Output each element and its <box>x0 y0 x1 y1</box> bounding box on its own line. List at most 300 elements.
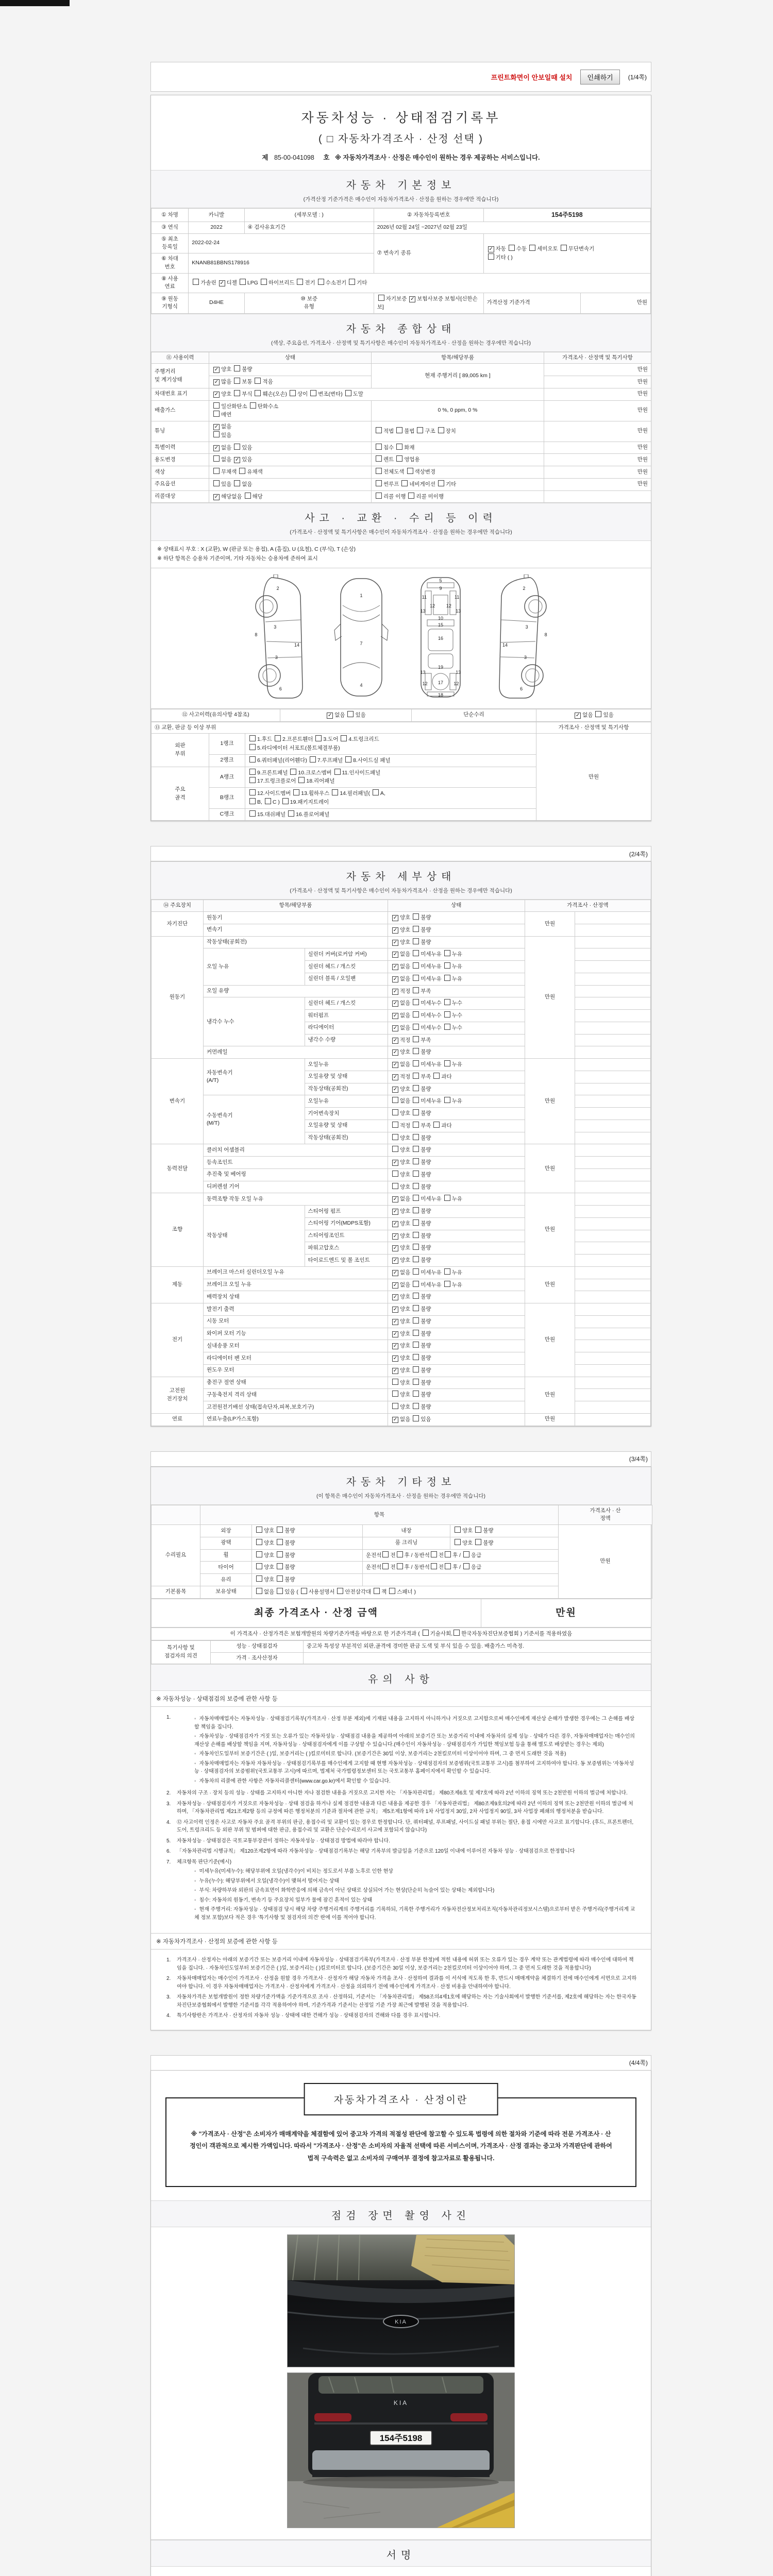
table-cell: 가격조사 · 산정액 및 특기사항 <box>544 352 651 364</box>
car-panel-diagrams <box>151 568 651 709</box>
table-cell: ✓ 양호 불량 <box>388 1315 525 1328</box>
checkbox-unchecked-icon <box>265 798 271 804</box>
table-cell: 양호 불량 <box>388 1144 525 1157</box>
page-strip-4 <box>150 2055 651 2070</box>
table-cell <box>575 1193 651 1206</box>
checkbox-unchecked-icon <box>413 1158 419 1164</box>
panel-number-label: 13 <box>420 608 426 614</box>
table-cell: ✓ 양호 불량 <box>209 364 372 376</box>
table-cell: ⑩ 보증 유형 <box>244 293 374 314</box>
checkbox-unchecked-icon <box>334 769 341 775</box>
price-basis-row <box>151 1628 651 1640</box>
table-row <box>152 734 651 755</box>
table-cell: 없음 있음 ( 사용설명서 안전삼각대 잭 스패너 ) <box>252 1586 559 1598</box>
section-subtitle: (가격산정 기준가격은 매수인이 자동차가격조사 · 산정을 원하는 경우에만 적습니다) <box>303 196 499 202</box>
table-cell: 만원 <box>544 442 651 454</box>
checkbox-unchecked-icon <box>413 1256 419 1262</box>
checkbox-checked-icon: ✓ <box>328 712 332 718</box>
panel-number-label: 5 <box>439 578 442 584</box>
table-row <box>152 1046 651 1059</box>
table-cell <box>575 1352 651 1365</box>
notice-bullet: ◦ 미세누유(미세누수): 해당부위에 오일(냉각수)이 비치는 정도로서 부품 노후로 인한 현상 <box>194 1868 637 1876</box>
table-cell: ✓ 양호 불량 <box>388 924 525 936</box>
checkbox-unchecked-icon <box>433 1122 440 1128</box>
table-cell: ⑬ 교환, 판금 등 이상 부위 <box>152 722 536 734</box>
notice-bullet: ◦ 현재 주행거리: 자동차성능 · 상태점검 당시 해당 차량 주행거리계의 주행거리를 기록하되, 기록한 주행거리가 자동차전산정보처리조직(자동차관리정보시스템)으로부터 받은 주행거리(주행거리계 교체 정보 포함)보다 적은 경우 '특기사항 및 점검자의 의견' 란에 이를 적어야 합니다. <box>194 1906 637 1922</box>
notice-bullet: ◦ 자동차성능 · 상태점검자가 거짓 또는 오류가 있는 자동차성능 · 상태점검 내용을 제공하여 아래의 보증기간 또는 보증거리 이내에 자동차의 실제 성능 · 상태가 다른 경우, 자동차매매업자는 매수인의 재산상 손해를 배상할 책임을 지며, 자동차성능 · 상태점검자에게 이를 구상할 수 있습니다.(매수인이 자동차성능 · 상태점검자가 가입한 책임보험 등을 통해 별도로 배상받는 경우는 제외) <box>194 1733 637 1749</box>
notice-bullet: ◦ 자동차의 리콜에 관한 사항은 자동차리콜센터(www.car.go.kr)에서 확인할 수 있습니다. <box>194 1777 637 1786</box>
table-cell: KNANB81BBNS178916 <box>189 253 374 274</box>
page-indicator-4: (4/4쪽) <box>629 2059 648 2067</box>
table-cell: 스티어링 펌프 <box>305 1206 388 1218</box>
table-cell: 가솔린 ✓ 디젤 LPG 하이브리드 전기 수소전기 기타 <box>189 273 651 293</box>
checkbox-unchecked-icon <box>249 756 256 762</box>
checkbox-unchecked-icon <box>213 431 220 437</box>
notice-number: 2. <box>166 1976 171 1982</box>
page-2 <box>150 861 651 1426</box>
panel-number-label: 3 <box>524 654 527 660</box>
table-cell: ⑪ 사용이력 <box>152 352 209 364</box>
table-row <box>152 364 651 376</box>
page-indicator-1: (1/4쪽) <box>628 73 647 81</box>
table-cell: 2022 <box>189 222 244 233</box>
table-row <box>152 1095 651 1108</box>
table-cell: ✓ 없음 있음 <box>388 1413 525 1426</box>
table-row <box>152 1193 651 1206</box>
table-cell: ✓ 없음 미세누유 누유 <box>388 1193 525 1206</box>
checkbox-unchecked-icon <box>277 1539 283 1545</box>
checkbox-unchecked-icon <box>561 245 567 251</box>
table-cell: 고전원 전기장치 <box>152 1377 204 1413</box>
panel-number-label: 13 <box>456 670 461 675</box>
notice-number: 5. <box>166 1838 171 1844</box>
checkbox-unchecked-icon <box>293 789 299 795</box>
table-cell: 없음 미세누유 누유 <box>388 1095 525 1108</box>
table-cell <box>304 1652 651 1664</box>
notice-item <box>166 1975 637 1991</box>
table-cell: 기어변속장치 <box>305 1108 388 1120</box>
table-cell: 만원 <box>544 421 651 442</box>
table-cell: 배출가스 <box>152 400 209 421</box>
table-cell: 만원 <box>525 1303 575 1377</box>
table-cell: 만원 <box>544 376 651 388</box>
checkbox-unchecked-icon <box>378 295 384 301</box>
checkbox-unchecked-icon <box>444 999 450 1005</box>
checkbox-unchecked-icon <box>373 789 379 795</box>
checkbox-unchecked-icon <box>413 1342 419 1348</box>
checkbox-unchecked-icon <box>396 455 402 462</box>
checkbox-unchecked-icon <box>413 1305 419 1311</box>
checkbox-unchecked-icon <box>256 1539 262 1545</box>
checkbox-unchecked-icon <box>301 1588 307 1594</box>
table-cell: (세부모델 : ) <box>244 209 374 222</box>
table-cell: ✓ 양호 불량 <box>388 1083 525 1095</box>
checkbox-checked-icon: ✓ <box>393 952 398 958</box>
table-row <box>152 1291 651 1303</box>
table-row <box>152 388 651 400</box>
checkbox-checked-icon: ✓ <box>393 915 398 921</box>
table-row <box>152 1525 652 1537</box>
table-cell: 원동기 <box>203 912 388 924</box>
checkbox-unchecked-icon <box>455 1539 461 1545</box>
checkbox-unchecked-icon <box>444 1195 450 1201</box>
car-side-outline-icon <box>486 574 554 700</box>
table-cell: 가격조사 · 산정액 및 특기사항 <box>536 722 651 734</box>
checkbox-unchecked-icon <box>256 1527 262 1533</box>
table-row <box>152 1352 651 1365</box>
print-install-link[interactable]: 프린트화면이 안보일때 설치 <box>491 73 573 81</box>
kia-badge: KIA <box>395 2319 407 2326</box>
table-cell: 외장 <box>200 1525 252 1537</box>
table-row <box>152 466 651 479</box>
notice-number: 6. <box>166 1849 171 1855</box>
table-cell: 오일유량 및 상태 <box>305 1120 388 1132</box>
checkbox-unchecked-icon <box>341 735 347 741</box>
checkbox-checked-icon: ✓ <box>410 296 415 302</box>
table-cell: 오일 유량 <box>203 985 388 997</box>
table-cell: 무채색 유채색 <box>209 466 372 479</box>
table-cell: 가격산정 기준가격 <box>483 293 581 314</box>
checkbox-unchecked-icon <box>376 444 382 450</box>
table-cell: 만원 <box>525 1193 575 1267</box>
table-cell: 자동변속기 (A/T) <box>203 1059 305 1095</box>
checkbox-checked-icon: ✓ <box>214 367 219 373</box>
table-cell: 2022-02-24 <box>189 233 374 253</box>
table-cell: 만원 <box>525 1266 575 1303</box>
checkbox-unchecked-icon <box>413 938 419 944</box>
table-cell: 성능 · 상태점검자 <box>211 1640 304 1652</box>
notice-bullet: ◦ 자동차매매업자는 자동차성능 · 상태점검기록부(가격조사 · 산정 부분 제외)에 기재된 내용을 고지하지 아니하거나 거짓으로 고지함으로써 매수인에게 재산상 손해가 발생한 경우에는 그 손해를 배상할 책임을 집니다. <box>194 1715 637 1731</box>
table-row <box>152 997 651 1010</box>
checkbox-unchecked-icon <box>463 1563 469 1569</box>
table-cell: ✓ 없음 미세누유 누유 <box>388 948 525 961</box>
table-cell: 만원 <box>559 1525 652 1599</box>
checkbox-unchecked-icon <box>413 1317 419 1324</box>
table-cell: ② 자동차등록번호 <box>374 209 483 222</box>
table-cell: A랭크 <box>209 767 245 788</box>
checkbox-unchecked-icon <box>392 1403 398 1409</box>
table-cell <box>575 1083 651 1095</box>
checkbox-checked-icon: ✓ <box>393 1245 398 1251</box>
accident-history-row-table <box>151 709 651 722</box>
price-definition-title: 자동차가격조사 · 산정이란 <box>304 2083 498 2115</box>
table-cell: 냉각수 누수 <box>203 997 305 1046</box>
table-cell: 시동 모터 <box>203 1315 388 1328</box>
table-cell: 만원 <box>525 1377 575 1413</box>
panel-number-label: 9 <box>439 585 442 591</box>
print-button[interactable]: 인쇄하기 <box>580 70 619 84</box>
table-row <box>152 912 651 924</box>
checkbox-unchecked-icon <box>413 1171 419 1177</box>
signature-block <box>151 2567 651 2576</box>
table-cell <box>575 961 651 973</box>
checkbox-unchecked-icon <box>256 1588 262 1594</box>
checkbox-unchecked-icon <box>310 390 316 396</box>
table-cell: 가격조사 · 산정액 <box>525 900 650 912</box>
checkbox-unchecked-icon <box>413 1391 419 1397</box>
checkbox-unchecked-icon <box>413 1244 419 1250</box>
table-cell: 만원 <box>544 478 651 490</box>
checkbox-unchecked-icon <box>444 1097 450 1103</box>
table-cell: 양호 불량 <box>252 1549 363 1562</box>
panel-number-label: 13 <box>456 608 461 614</box>
checkbox-unchecked-icon <box>277 1551 283 1557</box>
table-row <box>152 1157 651 1169</box>
checkbox-unchecked-icon <box>392 1122 398 1128</box>
checkbox-checked-icon: ✓ <box>235 457 240 463</box>
checkbox-unchecked-icon <box>315 735 322 741</box>
table-cell: 유리 <box>200 1574 252 1586</box>
checkbox-unchecked-icon <box>413 1048 419 1054</box>
table-row <box>152 1505 652 1525</box>
table-cell: 1.후드 2.프론트휀더 3.도어 4.트렁크리드 5.라디에이터 서포트(볼트체결부품) <box>245 734 536 755</box>
notice-item <box>166 1714 637 1787</box>
checkbox-unchecked-icon <box>595 711 601 717</box>
checkbox-unchecked-icon <box>213 402 220 409</box>
table-cell: ✓ 양호 불량 <box>388 1255 525 1267</box>
table-cell: 최종 가격조사 · 산정 금액 <box>152 1599 481 1628</box>
panel-number-label: 12 <box>430 603 435 608</box>
notice-item <box>166 1848 637 1856</box>
table-cell: 차대번호 표기 <box>152 388 209 400</box>
table-row <box>152 948 651 961</box>
checkbox-unchecked-icon <box>261 279 267 285</box>
table-cell: ✓ 양호 불량 <box>388 1328 525 1340</box>
table-cell <box>575 1217 651 1230</box>
table-cell: 일산화탄소 탄화수소 매연 <box>209 400 372 421</box>
checkbox-unchecked-icon <box>389 1588 395 1594</box>
checkbox-unchecked-icon <box>444 1268 450 1275</box>
price-basis-row-table <box>151 1628 651 1640</box>
table-cell: ✓ 없음 미세누유 누유 <box>388 973 525 985</box>
checkbox-unchecked-icon <box>413 1379 419 1385</box>
checkbox-checked-icon: ✓ <box>393 1209 398 1215</box>
checkbox-unchecked-icon <box>382 1551 389 1557</box>
license-plate: 154주5198 <box>379 2433 423 2444</box>
table-cell: ③ 연식 <box>152 222 189 233</box>
table-cell: 주행거리 및 계기상태 <box>152 364 209 388</box>
notice-number: 4. <box>166 2013 171 2019</box>
table-cell: 만원 <box>544 364 651 376</box>
table-cell: ✓ 없음 있음 <box>209 421 372 442</box>
checkbox-unchecked-icon <box>444 962 450 969</box>
table-cell: ⑥ 차대 번호 <box>152 253 189 274</box>
table-cell: 타이로드엔드 및 볼 조인트 <box>305 1255 388 1267</box>
table-cell: ✓ 양호 불량 <box>388 1242 525 1255</box>
panel-rank-table <box>151 722 651 821</box>
table-cell: 양호 불량 <box>450 1525 559 1537</box>
table-cell: 가격 · 조사산정자 <box>211 1652 304 1664</box>
table-cell: 2026년 02월 24일 ~2027년 02월 23일 <box>374 222 650 233</box>
table-row <box>152 233 651 253</box>
browser-artifact-bar <box>0 0 70 6</box>
table-row <box>152 924 651 936</box>
table-cell <box>575 1168 651 1181</box>
checkbox-checked-icon: ✓ <box>393 988 398 994</box>
panel-number-label: 19 <box>438 665 444 670</box>
checkbox-unchecked-icon <box>413 975 419 981</box>
checkbox-checked-icon: ✓ <box>393 939 398 945</box>
checkbox-checked-icon: ✓ <box>393 1062 398 1068</box>
table-cell: 제동 <box>152 1266 204 1303</box>
table-row <box>152 722 651 734</box>
table-cell: D4HE <box>189 293 244 314</box>
checkbox-unchecked-icon <box>277 1527 283 1533</box>
basic-info-table-table <box>151 208 651 314</box>
checkbox-unchecked-icon <box>277 1575 283 1582</box>
checkbox-unchecked-icon <box>413 1024 419 1030</box>
checkbox-unchecked-icon <box>345 756 351 762</box>
table-cell: ⑧ 사용 연료 <box>152 273 189 293</box>
section-signature <box>151 2540 651 2567</box>
table-cell <box>575 1206 651 1218</box>
checkbox-unchecked-icon <box>288 810 294 817</box>
checkbox-checked-icon: ✓ <box>393 1294 398 1300</box>
table-row <box>152 1652 651 1664</box>
table-cell: C랭크 <box>209 808 245 821</box>
table-cell: ✓ 적정 부족 과다 <box>388 1071 525 1083</box>
table-cell: 카니발 <box>189 209 244 222</box>
checkbox-checked-icon: ✓ <box>393 1416 398 1422</box>
checkbox-unchecked-icon <box>213 468 220 474</box>
checkbox-checked-icon: ✓ <box>393 976 398 982</box>
checkbox-unchecked-icon <box>249 810 256 817</box>
checkbox-unchecked-icon <box>255 378 261 384</box>
checkbox-checked-icon: ✓ <box>393 1318 398 1325</box>
inspection-photo-front <box>287 2234 515 2367</box>
table-cell: 운전석 전 후 / 동반석 전 후 / 응급 <box>363 1562 559 1574</box>
section-etc-info <box>151 1467 651 1505</box>
table-row <box>152 1181 651 1193</box>
table-cell <box>575 1034 651 1046</box>
panel-rank-table-table <box>151 722 651 821</box>
checkbox-unchecked-icon <box>413 1330 419 1336</box>
table-cell <box>575 1413 651 1426</box>
page-strip-2 <box>150 846 651 861</box>
checkbox-unchecked-icon <box>277 1588 283 1594</box>
notice-bullet: ◦ 자동차인도일부터 보증기간은 ( )일, 보증거리는 ( )킬로미터로 합니다. (보증기간은 30일 이상, 보증거리는 2천킬로미터 이상이어야 하며, 그 중 먼저 도래한 것을 적용) <box>194 1750 637 1758</box>
page-4 <box>150 2070 651 2576</box>
checkbox-unchecked-icon <box>413 1268 419 1275</box>
checkbox-unchecked-icon <box>413 1146 419 1152</box>
table-cell: 작동상태(공회전) <box>305 1083 388 1095</box>
checkbox-unchecked-icon <box>349 279 355 285</box>
checkbox-checked-icon: ✓ <box>214 445 219 451</box>
table-cell: 자기진단 <box>152 912 204 937</box>
checkbox-unchecked-icon <box>255 390 261 396</box>
table-row <box>152 421 651 442</box>
table-cell <box>575 1132 651 1144</box>
panel-number-label: 17 <box>438 680 444 685</box>
checkbox-unchecked-icon <box>392 1391 398 1397</box>
checkbox-unchecked-icon <box>234 365 240 371</box>
checkbox-unchecked-icon <box>413 1109 419 1115</box>
table-cell: 변속기 <box>203 924 388 936</box>
notice-item <box>166 1819 637 1835</box>
table-cell: 룸 크리닝 <box>363 1537 450 1549</box>
table-cell: 추진축 및 베어링 <box>203 1168 388 1181</box>
table-cell: 오일누유 <box>305 1095 388 1108</box>
table-row <box>152 1328 651 1340</box>
table-cell: ✓ 양호 불량 <box>388 1340 525 1352</box>
checkbox-unchecked-icon <box>413 999 419 1005</box>
table-cell: 냉각수 수량 <box>305 1034 388 1046</box>
checkbox-unchecked-icon <box>413 962 419 969</box>
section-accident-history <box>151 503 651 541</box>
table-cell: ✓ 양호 부식 훼손(오손) 상이 변조(변타) 도말 <box>209 388 544 400</box>
panel-number-label: 1 <box>360 593 363 599</box>
notice-text: 가격조사 · 산정자는 아래의 보증기간 또는 보증거리 이내에 자동차성능 · 상태점검기록부(가격조사 · 산정 부분 한정)에 적힌 내용에 허위 또는 오류가 있는 경우 계약 또는 관계법령에 따라 매수인에 대하여 책임을 집니다. · 자동차인도일부터 보증기간은 ( )일, 보증거리는 ( )킬로미터로 합니다. (보증기간은 30일 이상, 보증거리는 2천킬로미터 이상이어야 하며, 그 중 먼저 도래한 것을 적용합니다) <box>177 1957 634 1971</box>
table-cell: 와이퍼 모터 기능 <box>203 1328 388 1340</box>
section-title: 점검 장면 촬영 사진 <box>331 2210 471 2222</box>
section-title: 자동차 기타정보 <box>346 1476 456 1488</box>
checkbox-unchecked-icon <box>392 1146 398 1152</box>
doc-notice: ※ 자동차가격조사 · 산정은 매수인이 원하는 경우 제공하는 서비스입니다. <box>334 154 540 161</box>
table-row <box>152 1059 651 1071</box>
table-cell: ✓ 양호 불량 <box>388 1352 525 1365</box>
checkbox-unchecked-icon <box>250 402 256 409</box>
overall-state-table <box>151 352 651 503</box>
table-cell: 휠 <box>200 1549 252 1562</box>
table-cell: 스티어링 기어(MDPS포함) <box>305 1217 388 1230</box>
table-cell: 주요 골격 <box>152 767 209 821</box>
checkbox-checked-icon: ✓ <box>393 1282 398 1288</box>
section-overall-state <box>151 314 651 352</box>
checkbox-unchecked-icon <box>396 427 402 433</box>
checkbox-unchecked-icon <box>249 769 256 775</box>
table-cell: 작동상태(공회전) <box>203 936 388 948</box>
table-cell <box>575 1144 651 1157</box>
table-cell: 만원 <box>525 1413 575 1426</box>
panel-number-label: 2 <box>523 585 526 591</box>
notice-item <box>166 1956 637 1972</box>
notice-text: 「자동차관리법 시행규칙」 제120조제2항에 따라 자동차성능 · 상태점검기록부는 해당 기록부의 발급일을 기준으로 120일 이내에 이루어진 자동차 성능 · 상태점검으로 한정합니다 <box>177 1849 575 1855</box>
table-cell: ✓ 양호 불량 <box>388 1364 525 1377</box>
table-cell: 동력전달 <box>152 1144 204 1193</box>
table-cell: ⑭ 주요장치 <box>152 900 204 912</box>
panel-number-label: 13 <box>420 670 426 675</box>
checkbox-unchecked-icon <box>256 1563 262 1569</box>
checkbox-unchecked-icon <box>408 493 414 499</box>
checkbox-unchecked-icon <box>310 756 316 762</box>
checkbox-checked-icon: ✓ <box>220 280 224 286</box>
table-cell: 충전구 절연 상태 <box>203 1377 388 1389</box>
table-cell: 실내송풍 모터 <box>203 1340 388 1352</box>
checkbox-checked-icon: ✓ <box>393 1343 398 1349</box>
checkbox-unchecked-icon <box>337 1588 343 1594</box>
checkbox-unchecked-icon <box>249 777 256 783</box>
checkbox-unchecked-icon <box>407 468 413 474</box>
checkbox-unchecked-icon <box>275 735 281 741</box>
table-cell: 9.프론트패널 10.크로스멤버 11.인사이드패널 17.트렁크플로어 18.리어패널 <box>245 767 536 788</box>
document-wrapper <box>150 0 651 2576</box>
panel-number-label: 3 <box>525 624 528 630</box>
page-3 <box>150 1466 651 2030</box>
checkbox-checked-icon: ✓ <box>214 424 219 430</box>
table-cell: ✓ 자동 수동 세미오토 무단변속기 기타 ( ) <box>483 233 650 273</box>
caution-subheader-2: ※ 자동차가격조사 · 산정의 보증에 관한 사항 등 <box>151 1933 651 1950</box>
checkbox-checked-icon: ✓ <box>393 1196 398 1202</box>
table-cell: 2랭크 <box>209 754 245 767</box>
table-cell: 브레이크 마스터 실린더오일 누유 <box>203 1266 388 1279</box>
checkbox-unchecked-icon <box>234 444 240 450</box>
panel-number-label: 6 <box>520 686 523 691</box>
notice-item <box>166 1800 637 1816</box>
table-cell: ✓ 없음 미세누수 누수 <box>388 1010 525 1022</box>
table-cell: 오일누유 <box>305 1059 388 1071</box>
inspection-photo-rear <box>287 2372 515 2528</box>
checkbox-unchecked-icon <box>297 279 303 285</box>
